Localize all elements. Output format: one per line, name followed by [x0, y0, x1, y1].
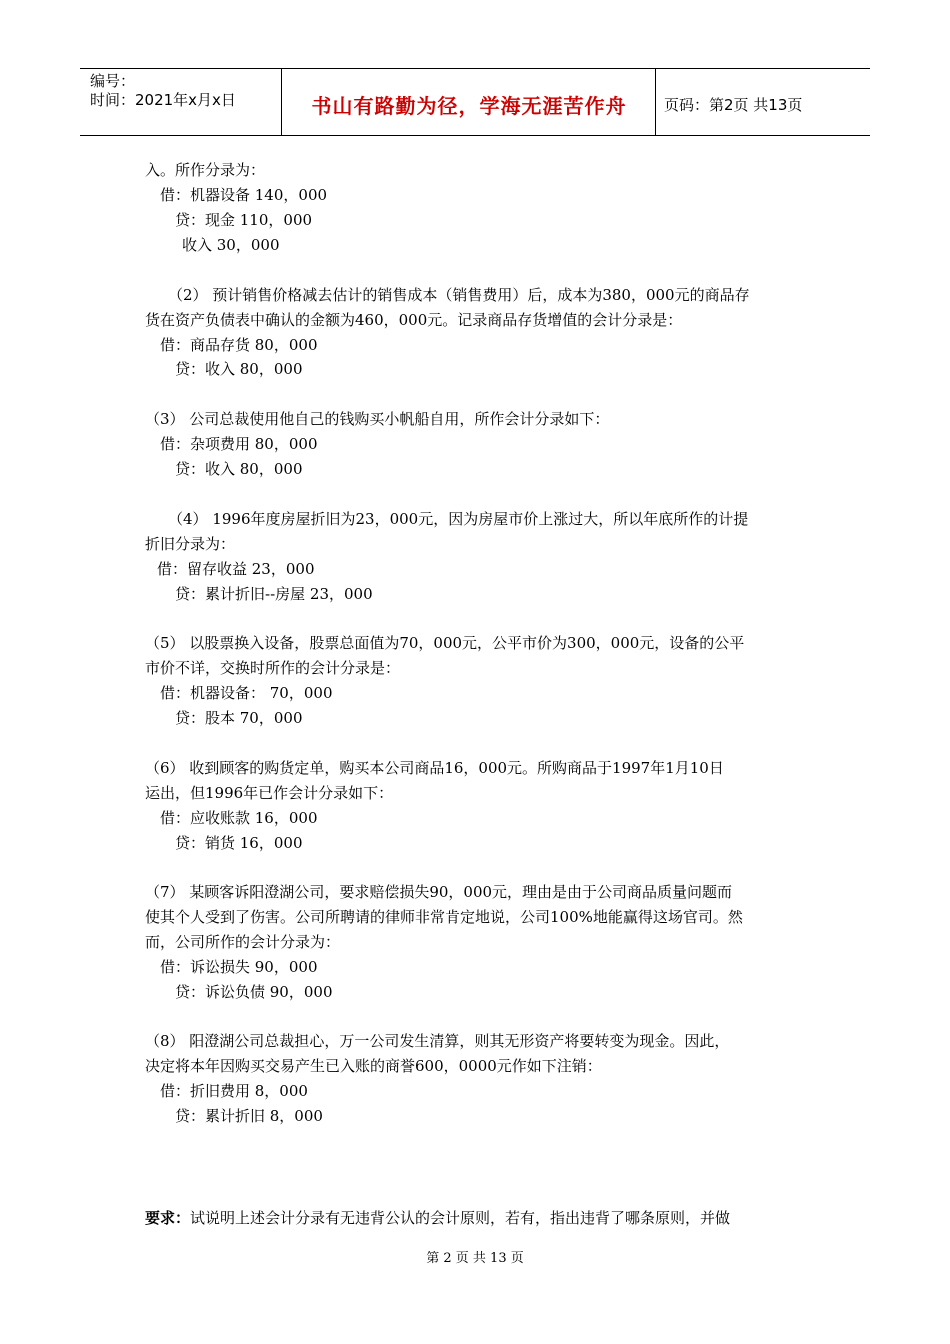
- header-bottom-rule: [80, 135, 870, 136]
- item-5-text: （5） 以股票换入设备，股票总面值为70，000元，公平市价为300，000元，设备的公平: [145, 634, 745, 652]
- journal-credit: 贷：累计折旧 8，000: [175, 1107, 323, 1125]
- serial-label: 编号：: [90, 72, 136, 90]
- body-line: 入。所作分录为：: [145, 161, 266, 179]
- item-8-text: 决定将本年因购买交易产生已入账的商誉600，0000元作如下注销：: [145, 1057, 602, 1075]
- header-divider: [281, 68, 282, 135]
- header-top-rule: [80, 68, 870, 69]
- footer-page-number: 第 2 页 共 13 页: [426, 1251, 524, 1266]
- header-motto: 书山有路勤为径，学海无涯苦作舟: [311, 94, 627, 118]
- requirement-text: 试说明上述会计分录有无违背公认的会计原则，若有，指出违背了哪条原则，并做: [190, 1209, 731, 1227]
- header-meta: [90, 72, 236, 110]
- header-divider: [655, 68, 656, 135]
- journal-debit: 借：应收账款 16，000: [160, 809, 318, 827]
- journal-debit: 借：机器设备： 70，000: [160, 684, 333, 702]
- journal-debit: 借：机器设备 140，000: [160, 186, 328, 204]
- item-5-text: 市价不详，交换时所作的会计分录是：: [145, 659, 401, 677]
- journal-debit: 借：留存收益 23，000: [157, 560, 315, 578]
- requirement-label: 要求：: [145, 1209, 191, 1227]
- journal-credit: 贷：现金 110，000: [175, 211, 313, 229]
- item-7-text: （7） 某顾客诉阳澄湖公司，要求赔偿损失90，000元，理由是由于公司商品质量问题而: [145, 883, 733, 901]
- journal-credit: 贷：收入 80，000: [175, 460, 303, 478]
- journal-debit: 借：折旧费用 8，000: [160, 1082, 308, 1100]
- journal-credit: 收入 30，000: [182, 236, 280, 254]
- item-7-text: 而，公司所作的会计分录为：: [145, 933, 341, 951]
- journal-debit: 借：诉讼损失 90，000: [160, 958, 318, 976]
- item-8-text: （8） 阳澄湖公司总裁担心，万一公司发生清算，则其无形资产将要转变为现金。因此，: [145, 1032, 730, 1050]
- journal-credit: 贷：销货 16，000: [175, 834, 303, 852]
- journal-debit: 借：商品存货 80，000: [160, 336, 318, 354]
- requirement-paragraph: [145, 1208, 730, 1228]
- item-2-text: （2） 预计销售价格减去估计的销售成本（销售费用）后，成本为380，000元的商品存: [168, 286, 750, 304]
- journal-credit: 贷：收入 80，000: [175, 360, 303, 378]
- item-7-text: 使其个人受到了伤害。公司所聘请的律师非常肯定地说，公司100%地能赢得这场官司。然: [145, 908, 743, 926]
- journal-debit: 借：杂项费用 80，000: [160, 435, 318, 453]
- time-label: 时间：2021年x月x日: [90, 91, 236, 109]
- header-page-code: 页码：第2页 共13页: [664, 96, 803, 114]
- journal-credit: 贷：诉讼负债 90，000: [175, 983, 333, 1001]
- item-4-text: 折旧分录为：: [145, 535, 236, 553]
- item-6-text: 运出，但1996年已作会计分录如下：: [145, 784, 394, 802]
- item-6-text: （6） 收到顾客的购货定单，购买本公司商品16，000元。所购商品于1997年1月10日: [145, 759, 724, 777]
- journal-credit: 贷：股本 70，000: [175, 709, 303, 727]
- journal-credit: 贷：累计折旧--房屋 23，000: [175, 585, 373, 603]
- item-2-text: 货在资产负债表中确认的金额为460，000元。记录商品存货增值的会计分录是：: [145, 311, 683, 329]
- item-3-text: （3） 公司总裁使用他自己的钱购买小帆船自用，所作会计分录如下：: [145, 410, 610, 428]
- item-4-text: （4） 1996年度房屋折旧为23，000元，因为房屋市价上涨过大，所以年底所作的计提: [168, 510, 749, 528]
- page-footer: [0, 1247, 950, 1266]
